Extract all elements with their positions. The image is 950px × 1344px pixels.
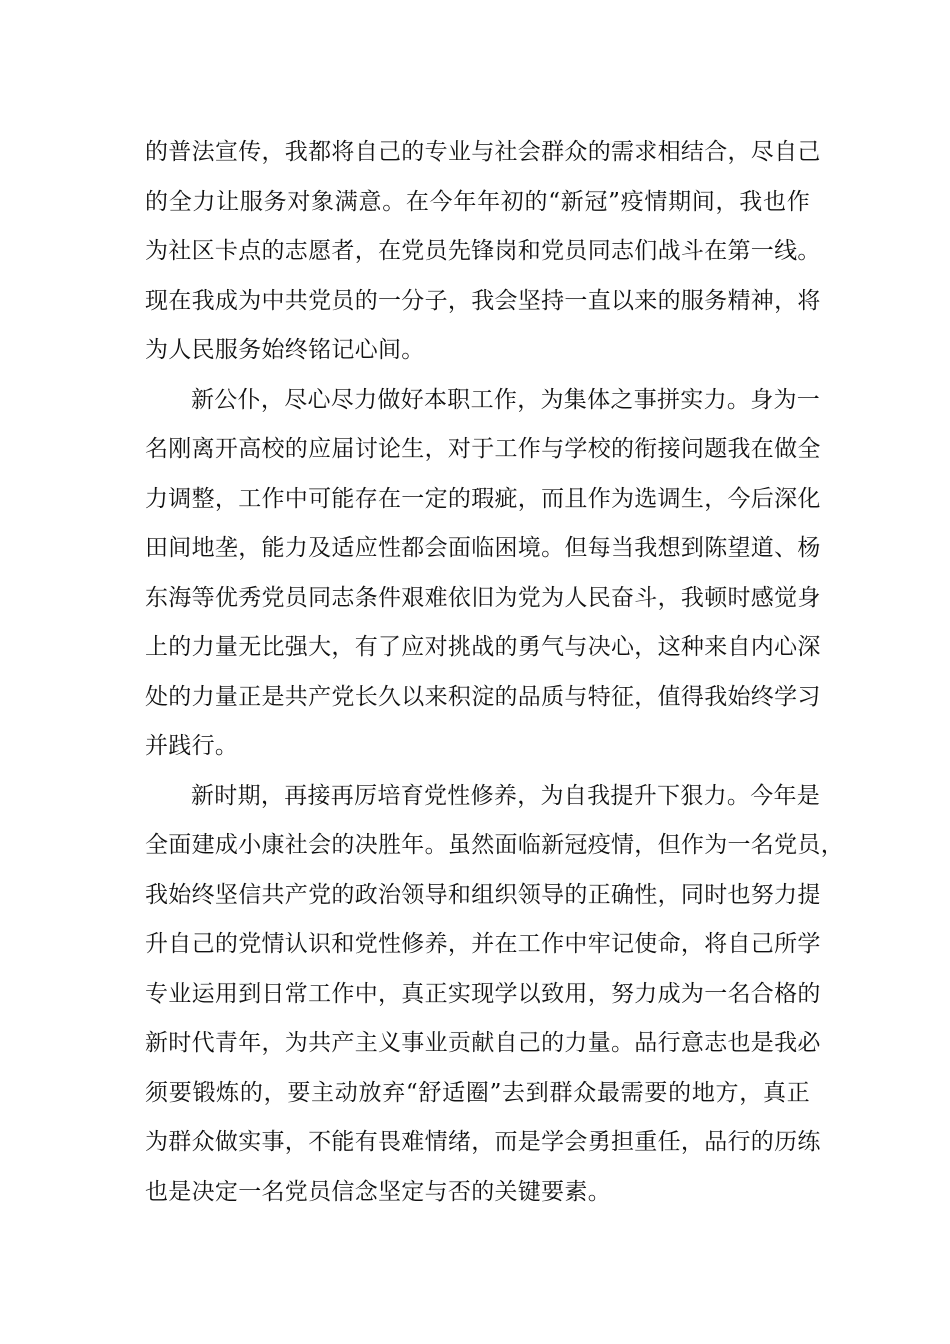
text-line: 并践行。 [145, 733, 239, 759]
document-body [145, 128, 844, 1217]
text-line: 新公仆，尽心尽力做好本职工作，为集体之事拼实力。身为一 [191, 386, 821, 413]
text-line: 为人民服务始终铭记心间。 [145, 337, 425, 363]
text-line: 专业运用到日常工作中，真正实现学以致用，努力成为一名合格的 [145, 980, 821, 1007]
text-line: 处的力量正是共产党长久以来积淀的品质与特征，值得我始终学习 [145, 683, 821, 710]
text-line: 名刚离开高校的应届讨论生，对于工作与学校的衔接问题我在做全 [145, 436, 821, 462]
text-line: 须要锻炼的，要主动放弃“舒适圈”去到群众最需要的地方，真正 [145, 1079, 810, 1106]
text-line: 现在我成为中共党员的一分子，我会坚持一直以来的服务精神，将 [145, 287, 821, 314]
text-line: 我始终坚信共产党的政治领导和组织领导的正确性，同时也努力提 [145, 881, 821, 908]
text-line: 新时代青年，为共产主义事业贡献自己的力量。品行意志也是我必 [145, 1030, 821, 1056]
text-line: 为社区卡点的志愿者，在党员先锋岗和党员同志们战斗在第一线。 [145, 238, 821, 264]
text-line: 升自己的党情认识和党性修养，并在工作中牢记使命，将自己所学 [145, 931, 821, 957]
text-line: 也是决定一名党员信念坚定与否的关键要素。 [145, 1178, 611, 1205]
text-line: 新时期，再接再厉培育党性修养，为自我提升下狠力。今年是 [191, 782, 821, 809]
text-line: 上的力量无比强大，有了应对挑战的勇气与决心，这种来自内心深 [145, 634, 821, 660]
text-line: 的普法宣传，我都将自己的专业与社会群众的需求相结合，尽自己 [145, 139, 821, 165]
text-line: 全面建成小康社会的决胜年。虽然面临新冠疫情，但作为一名党员， [145, 832, 844, 858]
text-line: 东海等优秀党员同志条件艰难依旧为党为人民奋斗，我顿时感觉身 [145, 584, 821, 611]
text-line: 为群众做实事，不能有畏难情绪，而是学会勇担重任，品行的历练 [145, 1129, 821, 1155]
text-line: 田间地垄，能力及适应性都会面临困境。但每当我想到陈望道、杨 [145, 535, 821, 561]
text-line: 力调整，工作中可能存在一定的瑕疵，而且作为选调生，今后深化 [145, 485, 821, 512]
text-line: 的全力让服务对象满意。在今年年初的“新冠”疫情期间，我也作 [145, 188, 810, 215]
